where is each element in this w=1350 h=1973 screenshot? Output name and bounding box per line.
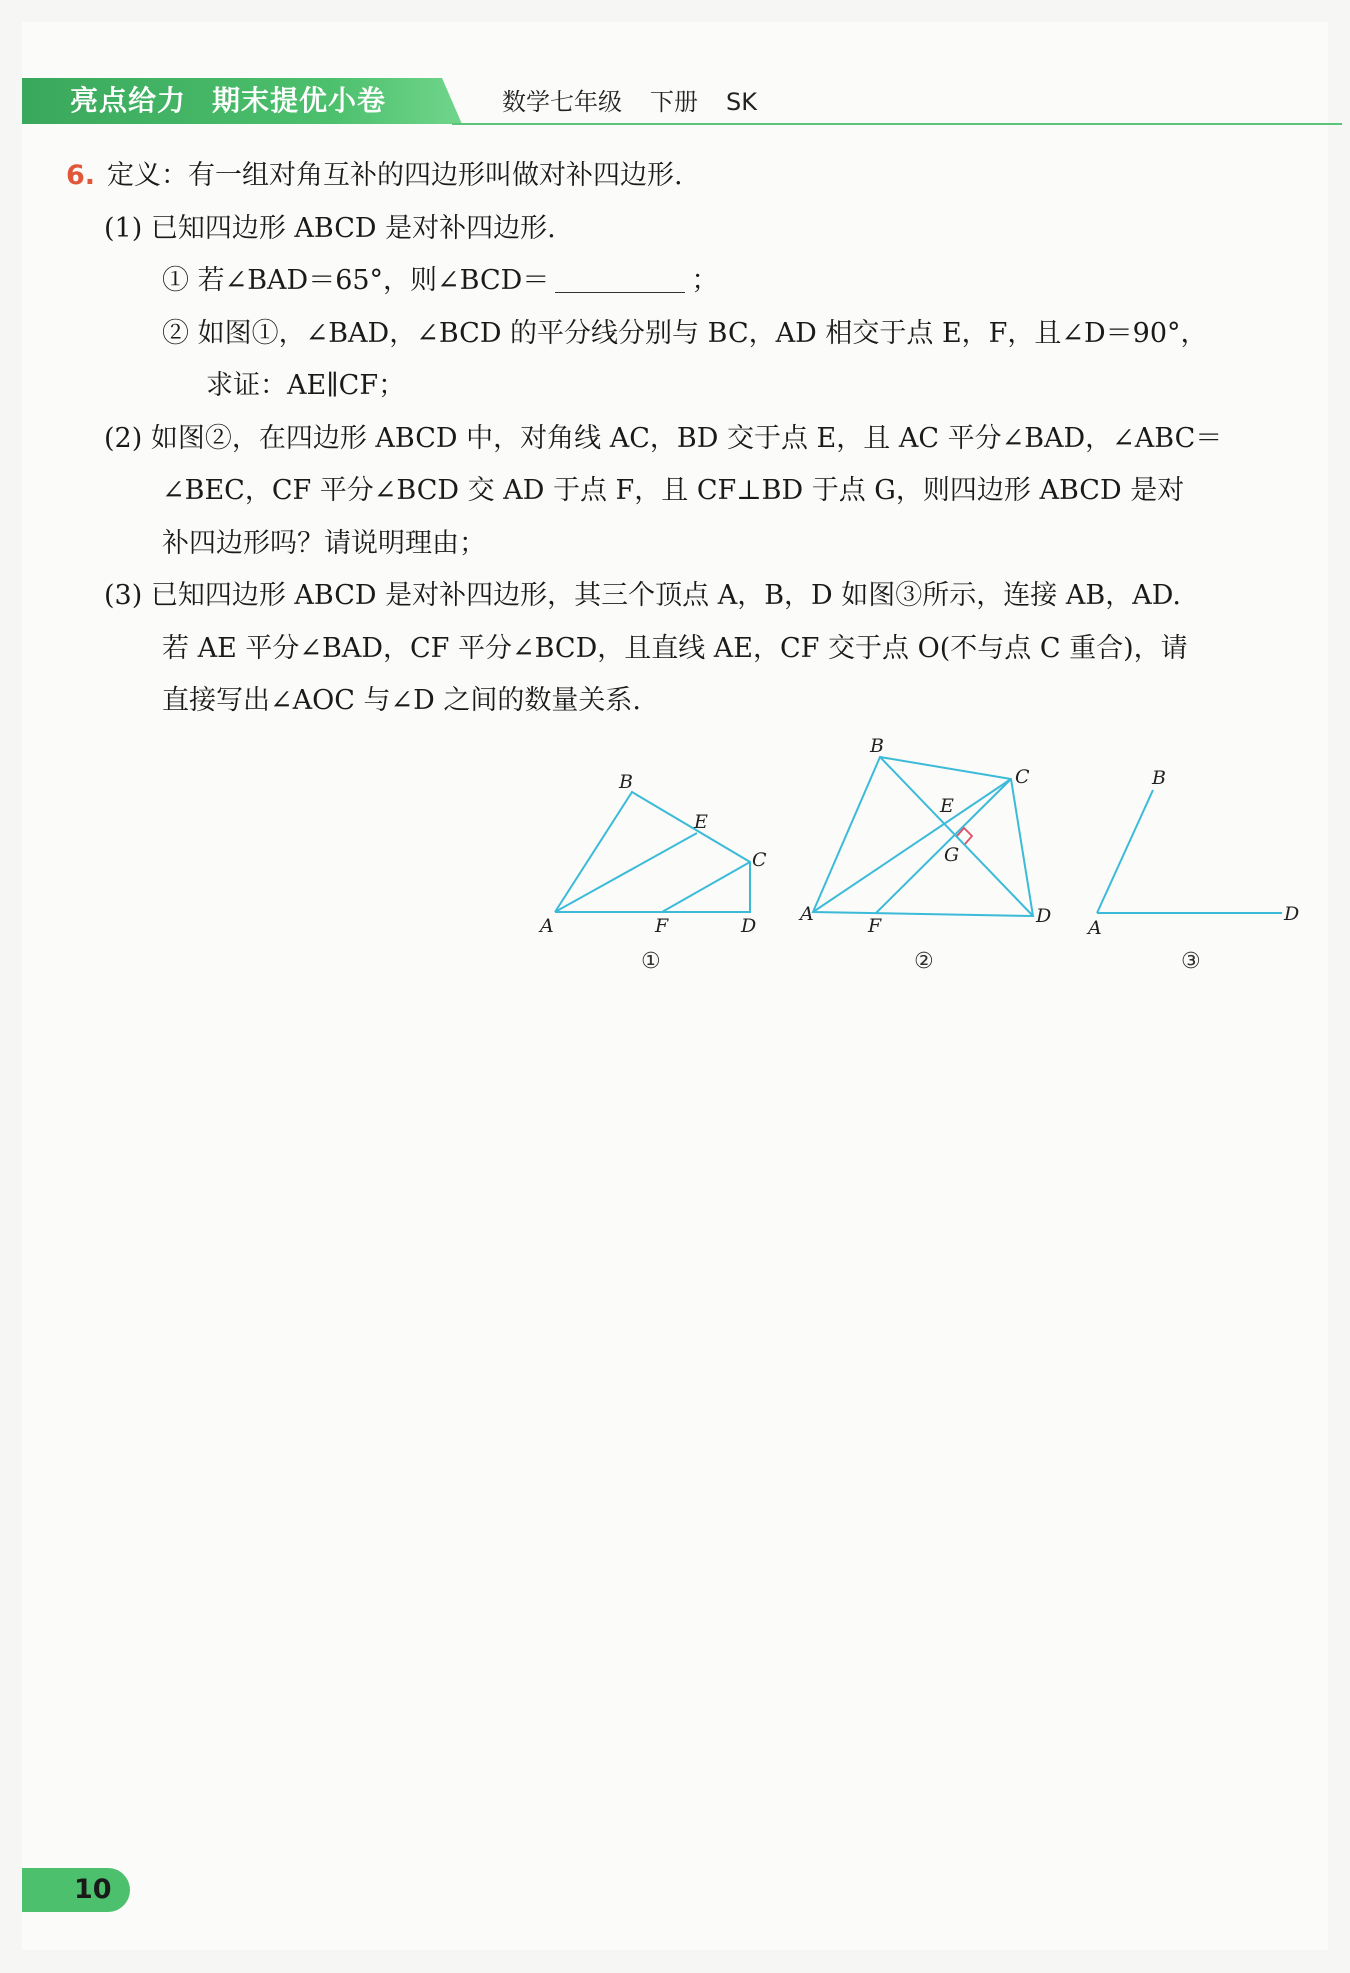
fig1-label-a: A — [540, 915, 554, 937]
edition-name: SK — [726, 88, 757, 116]
banner-title-part1: 亮点给力 — [70, 84, 187, 117]
question-number: 6. — [66, 160, 96, 191]
question-text: (2) 如图②，在四边形 ABCD 中，对角线 AC，BD 交于点 E，且 AC 平分∠BAD，∠ABC＝ — [104, 422, 1223, 454]
fig1-label-d: D — [741, 915, 757, 937]
question-text: 直接写出∠AOC 与∠D 之间的数量关系. — [162, 685, 641, 716]
question-text: ； — [691, 265, 719, 296]
question-text: (3) 已知四边形 ABCD 是对补四边形，其三个顶点 A，B，D 如图③所示，连接 AB，AD. — [104, 580, 1181, 611]
question-text: 补四边形吗？请说明理由； — [162, 527, 486, 559]
fig3-segment-ab — [1097, 790, 1153, 913]
fig2-caption: ② — [914, 949, 934, 974]
fig2-label-g: G — [944, 844, 960, 866]
fig3-caption: ③ — [1181, 949, 1201, 974]
fig1-label-b: B — [619, 771, 633, 793]
fig1-segment-fc — [662, 862, 750, 912]
fig2-label-e: E — [940, 795, 954, 817]
question-text: ① 若∠BAD＝65°，则∠BCD＝ — [162, 265, 550, 296]
subject-name: 数学七年级 — [502, 88, 622, 116]
fig1-label-e: E — [694, 811, 708, 833]
banner-title-part2: 期末提优小卷 — [212, 84, 387, 117]
page-number: 10 — [74, 1874, 112, 1905]
figure-3 — [1097, 790, 1282, 913]
fig1-caption: ① — [641, 949, 661, 974]
question-text: ∠BEC，CF 平分∠BCD 交 AD 于点 F，且 CF⊥BD 于点 G，则四边形 ABCD 是对 — [162, 475, 1185, 506]
fig1-segment-ae — [555, 833, 697, 912]
question-text: ② 如图①，∠BAD，∠BCD 的平分线分别与 BC，AD 相交于点 E，F，且∠D＝90°， — [162, 317, 1208, 349]
question-text: 求证：AE∥CF； — [206, 370, 406, 401]
page-number-badge — [22, 1868, 130, 1912]
question-text: 定义：有一组对角互补的四边形叫做对补四边形. — [107, 160, 683, 191]
fig1-label-f: F — [655, 915, 669, 937]
fig2-label-b: B — [870, 735, 884, 757]
fig3-label-b: B — [1152, 767, 1166, 789]
fig2-label-c: C — [1015, 766, 1030, 788]
volume-name: 下册 — [650, 88, 698, 116]
fig1-label-c: C — [752, 849, 767, 871]
fig3-label-a: A — [1088, 917, 1102, 939]
figure-3-labels — [1086, 767, 1299, 974]
question-text: (1) 已知四边形 ABCD 是对补四边形. — [104, 212, 556, 244]
fig2-outline — [813, 757, 1033, 916]
figure-2 — [813, 757, 1033, 916]
fig1-outline — [555, 792, 750, 912]
figure-2-labels — [798, 735, 1051, 974]
fig2-label-f: F — [868, 915, 882, 937]
fig3-label-d: D — [1284, 903, 1300, 925]
figure-1 — [555, 792, 750, 912]
fig2-label-a: A — [800, 903, 814, 925]
fig2-label-d: D — [1036, 905, 1052, 927]
question-text: 若 AE 平分∠BAD，CF 平分∠BCD，且直线 AE，CF 交于点 O(不与点 C 重合)，请 — [162, 632, 1188, 664]
